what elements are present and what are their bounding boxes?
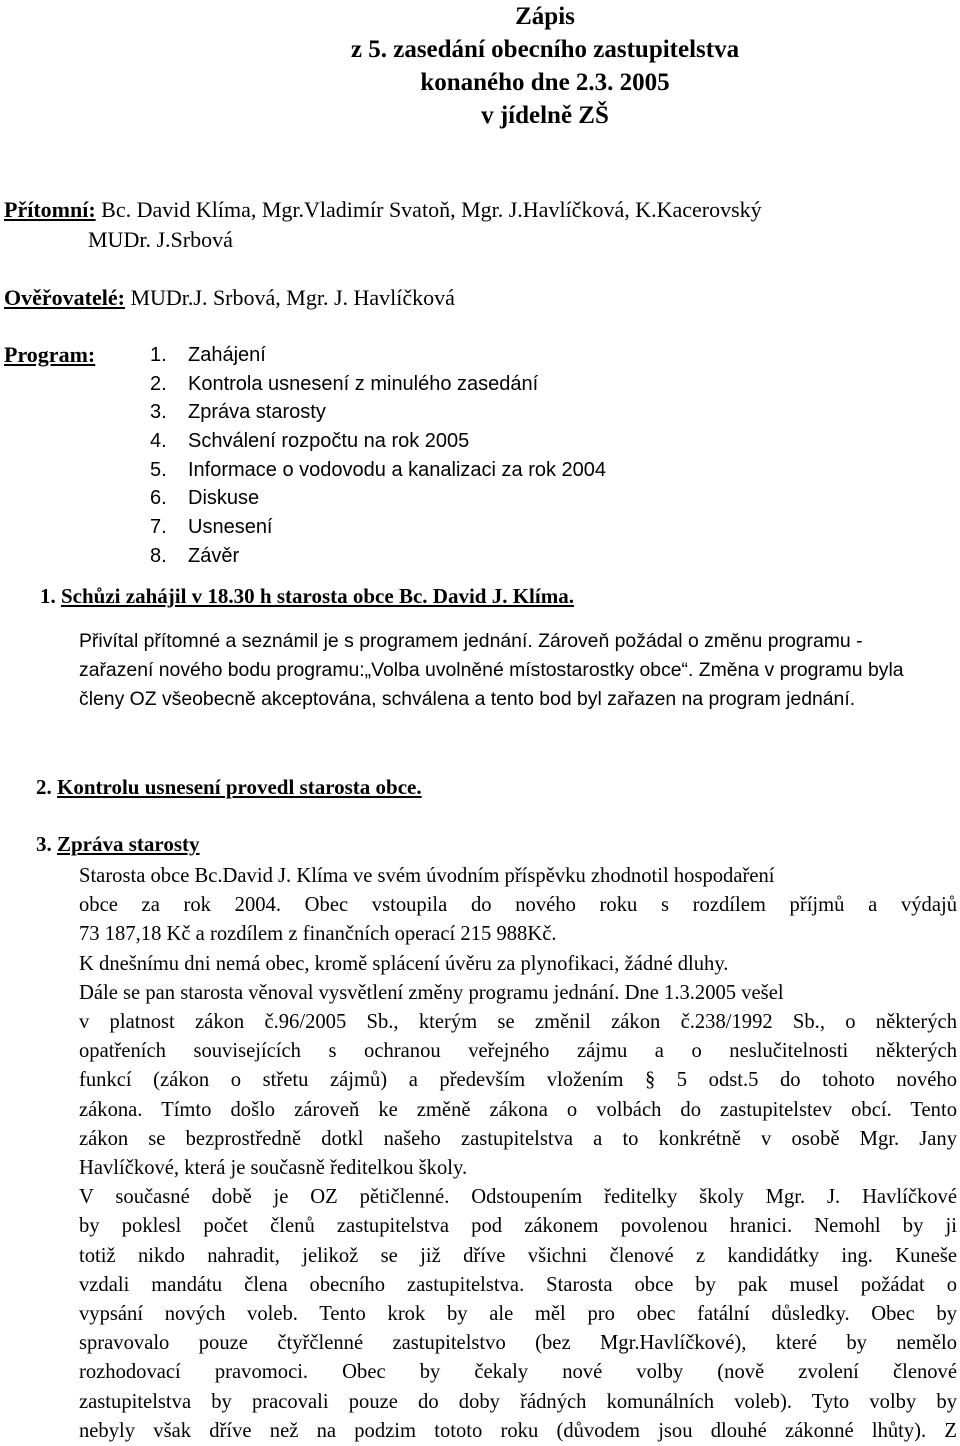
attendees-line-2: MUDr. J.Srbová (88, 227, 233, 252)
section-3-line: Dále se pan starosta věnoval vysvětlení změny programu jednání. Dne 1.3.2005 vešel (79, 981, 784, 1004)
section-3-line: K dnešnímu dni nemá obec, kromě splácení úvěru za plynofikaci, žádné dluhy. (79, 952, 729, 975)
section-1-heading (40, 584, 574, 609)
program-item: 8. Závěr (150, 544, 240, 567)
section-3-line: zákona. Tímto došlo zároveň ke změně zákona o volbách do zastupitelstev obcí. Tento (79, 1098, 957, 1121)
title-line-4: v jídelně ZŠ (481, 102, 609, 129)
section-3-line: V současné době je OZ pětičlenné. Odstoupením ředitelky školy Mgr. J. Havlíčkové (79, 1186, 957, 1209)
section-3-line: opatřeních souvisejících s ochranou veřejného zájmu a o neslučitelnosti některých (79, 1040, 957, 1063)
section-3-line: nebyly však dříve než na podzim tototo roku (důvodem jsou dlouhé zákonné lhůty). Z (79, 1419, 957, 1442)
title-line-2: z 5. zasedání obecního zastupitelstva (350, 36, 740, 63)
program-list (150, 341, 606, 571)
attendees-line-1: Bc. David Klíma, Mgr.Vladimír Svatoň, Mgr. J.Havlíčková, K.Kacerovský (95, 197, 762, 222)
section-3-line: zákon se bezprostředně dotkl našeho zastupitelstva a to konkrétně v osobě Mgr. Jany (79, 1127, 957, 1150)
program-item: 5. Informace o vodovodu a kanalizaci za rok 2004 (150, 458, 607, 481)
section-3-number: 3. (36, 832, 57, 856)
program-item: 2. Kontrola usnesení z minulého zasedání (150, 372, 539, 395)
section-3-line: rozhodovací pravomoci. Obec by čekaly nové volby (nově zvolení členové (79, 1361, 957, 1384)
program-label: Program: (4, 342, 96, 367)
section-3-line: zastupitelstva by pracovali pouze do doby řádných komunálních voleb). Tyto volby by (79, 1390, 957, 1413)
section-2-title: Kontrolu usnesení provedl starosta obce. (57, 775, 422, 799)
section-1-body: Přivítal přítomné a seznámil je s programem jednání. Zároveň požádal o změnu programu - zařazení nového bodu programu:„Volba uvolněné místostarostky obce“. Změna v programu byla členy OZ všeobecně akceptována, schválena a tento bod byl zařazen na program jednání. (79, 630, 904, 710)
verifiers-value: MUDr.J. Srbová, Mgr. J. Havlíčková (124, 285, 455, 310)
section-2-number: 2. (36, 775, 57, 799)
program-item: 7. Usnesení (150, 516, 273, 539)
title-line-1: Zápis (515, 3, 575, 30)
program-item: 3. Zpráva starosty (150, 401, 326, 424)
section-3-line: vzdali mandátu člena obecního zastupitelstva. Starosta obce by pak musel požádat o (79, 1273, 957, 1296)
title-line-3: konaného dne 2.3. 2005 (420, 69, 670, 96)
section-3-line: totiž nikdo nahradit, jelikož se již dříve všichni členové z kandidátky ing. Kuneše (79, 1244, 957, 1267)
section-1-title: Schůzi zahájil v 18.30 h starosta obce Bc. David J. Klíma. (61, 584, 574, 608)
section-3-heading (36, 832, 200, 857)
section-3-line: obce za rok 2004. Obec vstoupila do nového roku s rozdílem příjmů a výdajů (79, 894, 957, 917)
section-2-heading (36, 775, 422, 800)
section-3-line: v platnost zákon č.96/2005 Sb., kterým se změnil zákon č.238/1992 Sb., o některých (79, 1011, 957, 1034)
program-item: 4. Schválení rozpočtu na rok 2005 (150, 430, 470, 453)
section-3-body (79, 862, 957, 1446)
section-3-line: Havlíčkové, která je současně ředitelkou školy. (79, 1157, 468, 1180)
section-3-line: vypsání nových voleb. Tento krok by ale měl pro obec fatální důsledky. Obec by (79, 1303, 957, 1326)
section-3-line: funkcí (zákon o střetu zájmů) a především vložením § 5 odst.5 do tohoto nového (79, 1069, 957, 1092)
section-3-title: Zpráva starosty (57, 832, 200, 856)
verifiers-label: Ověřovatelé: (4, 285, 125, 310)
section-3-line: Starosta obce Bc.David J. Klíma ve svém úvodním příspěvku zhodnotil hospodaření (79, 865, 775, 887)
program-item: 1. Zahájení (150, 344, 266, 366)
section-3-line: spravovalo pouze čtyřčlenné zastupitelstvo (bez Mgr.Havlíčkové), které by nemělo (79, 1332, 957, 1355)
attendees-label: Přítomní: (4, 197, 96, 222)
section-3-line: by poklesl počet členů zastupitelstva pod zákonem povolenou hranici. Nemohl by ji (79, 1215, 957, 1238)
program-item: 6. Diskuse (150, 487, 260, 510)
section-1-number: 1. (40, 584, 61, 608)
section-3-line: 73 187,18 Kč a rozdílem z finančních operací 215 988Kč. (79, 923, 557, 946)
verifiers (4, 284, 455, 312)
attendees (4, 196, 762, 224)
